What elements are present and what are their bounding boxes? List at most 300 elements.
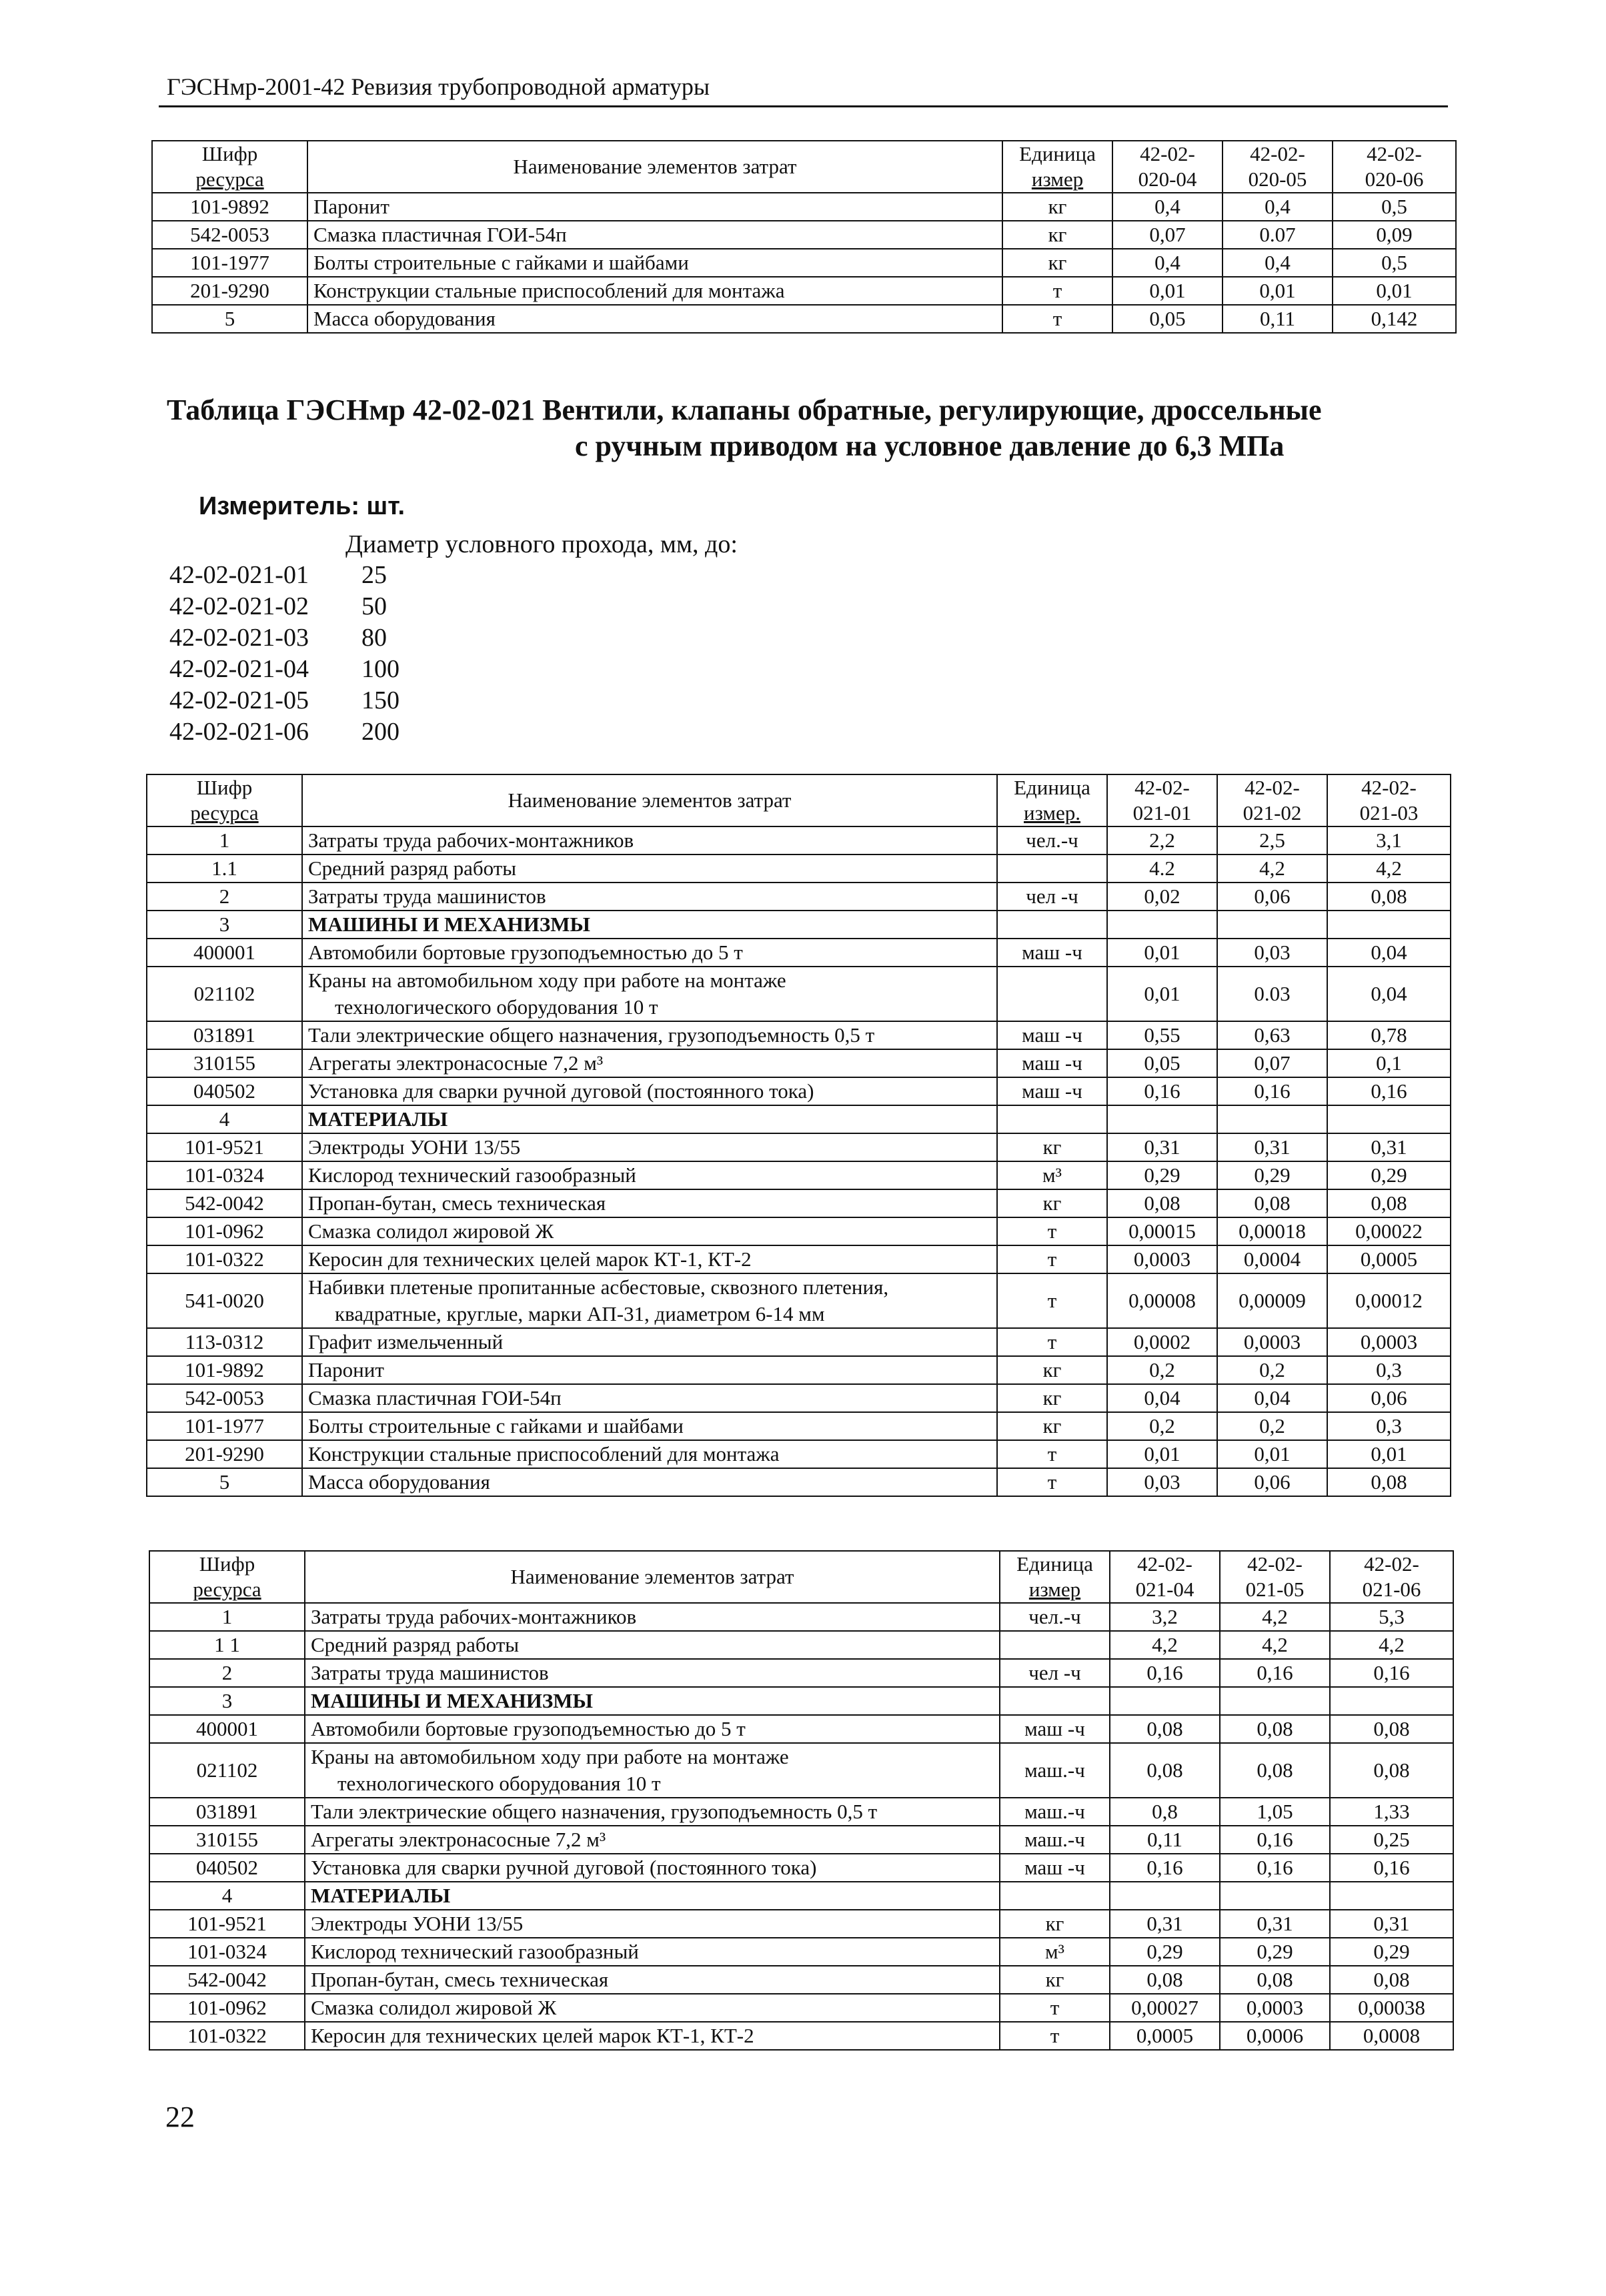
diameter-item: 42-02-021-05 150 xyxy=(169,686,399,714)
norm-value: 0,1 xyxy=(1327,1049,1451,1077)
norm-value: 0,0002 xyxy=(1107,1328,1217,1356)
cost-item-name-text: Кислород технический газообразный xyxy=(311,1940,639,1963)
norm-value xyxy=(1110,1687,1220,1715)
norm-value: 0,01 xyxy=(1327,1440,1451,1468)
norm-value: 0,00009 xyxy=(1217,1273,1327,1328)
cost-item-name-text: Электроды УОНИ 13/55 xyxy=(311,1912,524,1935)
table-row xyxy=(147,1105,1451,1133)
norm-value: 0,04 xyxy=(1327,939,1451,967)
resource-code: 201-9290 xyxy=(147,1440,302,1468)
cost-item-name-text: Тали электрические общего назначения, грузоподъемность 0,5 т xyxy=(311,1800,878,1823)
norm-value xyxy=(1217,1105,1327,1133)
cost-item-name-text: Краны на автомобильном ходу при работе на монтаже xyxy=(311,1745,789,1768)
norm-value: 0.07 xyxy=(1223,221,1333,249)
norm-value: 0,08 xyxy=(1327,1189,1451,1217)
table-row xyxy=(149,1994,1453,2022)
cost-item-name-text: Смазка пластичная ГОИ-54п xyxy=(313,223,567,246)
unit-of-measure-cell: чел -ч xyxy=(1000,1659,1110,1687)
unit-of-measure-cell: маш -ч xyxy=(997,1049,1107,1077)
table-row xyxy=(147,1133,1451,1161)
unit-of-measure-cell xyxy=(997,1105,1107,1133)
norm-value: 0,08 xyxy=(1220,1743,1330,1798)
cost-item-name xyxy=(307,193,1002,221)
norm-value xyxy=(1107,911,1217,939)
cost-item-name-text: Масса оборудования xyxy=(308,1470,490,1494)
norm-value: 0,00038 xyxy=(1330,1994,1453,2022)
norm-value: 0,55 xyxy=(1107,1021,1217,1049)
unit-of-measure-cell xyxy=(1000,1687,1110,1715)
norm-value: 4,2 xyxy=(1220,1631,1330,1659)
page-number: 22 xyxy=(165,2101,195,2133)
norm-value: 0,0005 xyxy=(1327,1245,1451,1273)
norm-value xyxy=(1327,911,1451,939)
cost-item-name xyxy=(305,1966,1000,1994)
cost-item-name xyxy=(305,1826,1000,1854)
resource-code: 101-9892 xyxy=(147,1356,302,1384)
table-row xyxy=(147,1328,1451,1356)
cost-item-name-text: Кислород технический газообразный xyxy=(308,1163,636,1187)
norm-value: 3,1 xyxy=(1327,826,1451,854)
cost-item-name xyxy=(305,1882,1000,1910)
cost-item-name-text: Керосин для технических целей марок КТ-1, КТ-2 xyxy=(308,1247,752,1271)
norm-value: 0,2 xyxy=(1217,1356,1327,1384)
cost-item-name-text: Средний разряд работы xyxy=(308,856,517,880)
cost-item-name xyxy=(302,1440,997,1468)
unit-of-measure-cell: т xyxy=(997,1328,1107,1356)
norm-value: 0,5 xyxy=(1333,249,1456,277)
resource-code: 400001 xyxy=(147,939,302,967)
table-row xyxy=(149,1966,1453,1994)
cost-item-name xyxy=(305,1715,1000,1743)
norm-value: 0,0003 xyxy=(1327,1328,1451,1356)
cost-item-name xyxy=(302,1161,997,1189)
norm-value: 0,29 xyxy=(1220,1938,1330,1966)
norm-value: 5,3 xyxy=(1330,1603,1453,1631)
table-row xyxy=(149,1854,1453,1882)
norm-value: 0,3 xyxy=(1327,1412,1451,1440)
norm-value: 0,09 xyxy=(1333,221,1456,249)
cost-item-name xyxy=(302,1133,997,1161)
norm-value: 4,2 xyxy=(1217,854,1327,883)
diameter-item: 42-02-021-04 100 xyxy=(169,655,399,683)
table-header-row xyxy=(149,1551,1453,1603)
cost-item-name-text: МАШИНЫ И МЕХАНИЗМЫ xyxy=(311,1689,593,1712)
unit-of-measure-cell: маш -ч xyxy=(1000,1715,1110,1743)
header-rule xyxy=(159,105,1448,107)
norm-value: 0,01 xyxy=(1217,1440,1327,1468)
resource-code: 101-9892 xyxy=(152,193,307,221)
diameter-item: 42-02-021-02 50 xyxy=(169,592,387,620)
cost-item-name-text: Масса оборудования xyxy=(313,307,496,330)
norm-value: 0,02 xyxy=(1107,883,1217,911)
col-norm-header: 42-02- 020-05 xyxy=(1223,141,1333,193)
norm-value: 0,29 xyxy=(1327,1161,1451,1189)
table-row xyxy=(147,1384,1451,1412)
resource-code: 101-9521 xyxy=(147,1133,302,1161)
norm-value: 0,08 xyxy=(1330,1743,1453,1798)
resource-code: 542-0042 xyxy=(149,1966,305,1994)
cost-item-name-text: Затраты труда рабочих-монтажников xyxy=(311,1605,637,1628)
unit-of-measure-cell xyxy=(1000,1631,1110,1659)
norm-value: 0,08 xyxy=(1220,1966,1330,1994)
col-code-header: Шифр ресурса xyxy=(147,774,302,826)
norm-value: 0,29 xyxy=(1330,1938,1453,1966)
norm-value: 0,03 xyxy=(1107,1468,1217,1496)
col-norm-header: 42-02- 021-03 xyxy=(1327,774,1451,826)
norm-value: 0,63 xyxy=(1217,1021,1327,1049)
norm-value: 0,04 xyxy=(1217,1384,1327,1412)
table-row xyxy=(147,1468,1451,1496)
cost-item-name-text: Агрегаты электронасосные 7,2 м³ xyxy=(308,1051,604,1075)
norm-value: 0,01 xyxy=(1107,939,1217,967)
norm-value: 0,16 xyxy=(1220,1826,1330,1854)
norm-value xyxy=(1330,1687,1453,1715)
col-unit-header: Единица измер xyxy=(1002,141,1112,193)
table-row xyxy=(147,1049,1451,1077)
cost-item-name xyxy=(302,1217,997,1245)
cost-item-name-text: Смазка пластичная ГОИ-54п xyxy=(308,1386,562,1409)
table-header-row xyxy=(147,774,1451,826)
unit-of-measure-cell: кг xyxy=(997,1189,1107,1217)
table-row xyxy=(152,193,1456,221)
cost-item-name-text: МАТЕРИАЛЫ xyxy=(308,1107,448,1131)
cost-item-name xyxy=(305,1854,1000,1882)
norm-value: 0,0003 xyxy=(1217,1328,1327,1356)
resource-code: 4 xyxy=(149,1882,305,1910)
norm-value: 1,05 xyxy=(1220,1798,1330,1826)
unit-of-measure-cell: маш.-ч xyxy=(1000,1743,1110,1798)
norm-value: 0,03 xyxy=(1217,939,1327,967)
norm-value: 0,4 xyxy=(1112,249,1223,277)
cost-item-name xyxy=(307,305,1002,333)
cost-item-name-text: Болты строительные с гайками и шайбами xyxy=(308,1414,684,1438)
norm-value: 0,08 xyxy=(1110,1715,1220,1743)
unit-of-measure-cell: кг xyxy=(997,1133,1107,1161)
resource-code: 040502 xyxy=(147,1077,302,1105)
resource-code: 1 xyxy=(147,826,302,854)
unit-of-measure-cell xyxy=(1000,1882,1110,1910)
norm-value: 4,2 xyxy=(1327,854,1451,883)
cost-item-name-text: Затраты труда машинистов xyxy=(311,1661,549,1684)
table-row xyxy=(147,1440,1451,1468)
col-unit-header: Единица измер. xyxy=(997,774,1107,826)
norm-value: 0,08 xyxy=(1220,1715,1330,1743)
norm-value: 0,04 xyxy=(1107,1384,1217,1412)
norm-value: 2,2 xyxy=(1107,826,1217,854)
unit-of-measure-cell: кг xyxy=(1002,221,1112,249)
norm-value: 0,00022 xyxy=(1327,1217,1451,1245)
resource-code: 2 xyxy=(147,883,302,911)
cost-item-name-text: Болты строительные с гайками и шайбами xyxy=(313,251,689,274)
table-row xyxy=(149,1910,1453,1938)
diameter-list xyxy=(169,560,399,748)
diameter-item: 42-02-021-06 200 xyxy=(169,718,399,746)
table-row xyxy=(147,854,1451,883)
table-row xyxy=(147,967,1451,1021)
norm-value: 4.2 xyxy=(1107,854,1217,883)
cost-item-name xyxy=(305,1798,1000,1826)
resource-code: 1.1 xyxy=(147,854,302,883)
norm-value: 0,08 xyxy=(1217,1189,1327,1217)
table-row xyxy=(147,1189,1451,1217)
unit-of-measure-cell: т xyxy=(1002,305,1112,333)
resource-code: 101-0962 xyxy=(149,1994,305,2022)
cost-table-020 xyxy=(151,140,1457,334)
norm-value: 0,07 xyxy=(1217,1049,1327,1077)
norm-value: 0,78 xyxy=(1327,1021,1451,1049)
table-row xyxy=(149,1631,1453,1659)
norm-value: 0,0003 xyxy=(1107,1245,1217,1273)
cost-item-name-text: Керосин для технических целей марок КТ-1, КТ-2 xyxy=(311,2024,754,2047)
cost-item-name-text: Затраты труда рабочих-монтажников xyxy=(308,828,634,852)
norm-value: 0,31 xyxy=(1327,1133,1451,1161)
norm-value: 0,16 xyxy=(1330,1854,1453,1882)
unit-of-measure-cell: чел -ч xyxy=(997,883,1107,911)
norm-value: 0,2 xyxy=(1107,1412,1217,1440)
resource-code: 542-0042 xyxy=(147,1189,302,1217)
norm-value: 0,05 xyxy=(1107,1049,1217,1077)
norm-value: 0,4 xyxy=(1112,193,1223,221)
norm-value xyxy=(1110,1882,1220,1910)
norm-value: 0,06 xyxy=(1217,883,1327,911)
resource-code: 1 1 xyxy=(149,1631,305,1659)
norm-value: 0,00018 xyxy=(1217,1217,1327,1245)
norm-value: 0,08 xyxy=(1330,1715,1453,1743)
table-header-row xyxy=(152,141,1456,193)
cost-item-name-text: МАТЕРИАЛЫ xyxy=(311,1884,451,1907)
norm-value: 0,00015 xyxy=(1107,1217,1217,1245)
norm-value: 0,08 xyxy=(1110,1966,1220,1994)
cost-item-name-text: Конструкции стальные приспособлений для монтажа xyxy=(308,1442,780,1466)
resource-code: 101-1977 xyxy=(152,249,307,277)
cost-item-name-text: Средний разряд работы xyxy=(311,1633,520,1656)
cost-item-name-text: Смазка солидол жировой Ж xyxy=(308,1219,554,1243)
cost-item-name xyxy=(305,1743,1000,1798)
cost-item-name-text: Пропан-бутан, смесь техническая xyxy=(308,1191,606,1215)
resource-code: 021102 xyxy=(147,967,302,1021)
norm-value: 0,06 xyxy=(1217,1468,1327,1496)
resource-code: 400001 xyxy=(149,1715,305,1743)
norm-value: 0,16 xyxy=(1220,1854,1330,1882)
table-row xyxy=(152,249,1456,277)
cost-item-name xyxy=(302,911,997,939)
table-row xyxy=(147,1217,1451,1245)
norm-value: 0,25 xyxy=(1330,1826,1453,1854)
norm-value: 0.03 xyxy=(1217,967,1327,1021)
resource-code: 101-9521 xyxy=(149,1910,305,1938)
norm-value: 0,2 xyxy=(1217,1412,1327,1440)
cost-table-021-b xyxy=(149,1550,1454,2051)
table-row xyxy=(152,221,1456,249)
norm-value: 0,16 xyxy=(1110,1854,1220,1882)
table-row xyxy=(147,1356,1451,1384)
norm-value: 0,29 xyxy=(1107,1161,1217,1189)
cost-item-name xyxy=(305,2022,1000,2050)
unit-of-measure-cell: м³ xyxy=(1000,1938,1110,1966)
norm-value: 0,01 xyxy=(1223,277,1333,305)
cost-item-name xyxy=(305,1938,1000,1966)
norm-value: 0,0005 xyxy=(1110,2022,1220,2050)
col-code-header: Шифр ресурса xyxy=(152,141,307,193)
cost-item-name xyxy=(302,1356,997,1384)
table-row xyxy=(152,305,1456,333)
diameter-item: 42-02-021-03 80 xyxy=(169,624,387,652)
cost-item-name-text: Автомобили бортовые грузоподъемностью до 5 т xyxy=(308,941,743,964)
cost-item-name xyxy=(307,249,1002,277)
norm-value: 0,05 xyxy=(1112,305,1223,333)
cost-item-name-text: Графит измельченный xyxy=(308,1330,504,1353)
norm-value: 0,31 xyxy=(1217,1133,1327,1161)
cost-item-name xyxy=(307,221,1002,249)
norm-value: 0,11 xyxy=(1110,1826,1220,1854)
col-norm-header: 42-02- 020-06 xyxy=(1333,141,1456,193)
norm-value: 4,2 xyxy=(1110,1631,1220,1659)
resource-code: 542-0053 xyxy=(152,221,307,249)
table-row xyxy=(147,1245,1451,1273)
resource-code: 021102 xyxy=(149,1743,305,1798)
cost-item-name xyxy=(302,1384,997,1412)
cost-item-name xyxy=(302,1021,997,1049)
col-unit-header: Единица измер xyxy=(1000,1551,1110,1603)
cost-item-name xyxy=(302,1105,997,1133)
cost-item-name xyxy=(302,1049,997,1077)
norm-value xyxy=(1107,1105,1217,1133)
unit-of-measure-cell: чел.-ч xyxy=(997,826,1107,854)
norm-value: 0,07 xyxy=(1112,221,1223,249)
table-row xyxy=(152,277,1456,305)
table-title-line1: Таблица ГЭСНмр 42-02-021 Вентили, клапаны обратные, регулирующие, дроссельные xyxy=(167,394,1322,426)
cost-item-name-text: МАШИНЫ И МЕХАНИЗМЫ xyxy=(308,913,590,936)
unit-of-measure-cell xyxy=(997,967,1107,1021)
unit-of-measure-cell: кг xyxy=(1000,1910,1110,1938)
unit-of-measure-cell: маш -ч xyxy=(997,1021,1107,1049)
norm-value: 0,0006 xyxy=(1220,2022,1330,2050)
resource-code: 201-9290 xyxy=(152,277,307,305)
cost-item-name-text: Паронит xyxy=(308,1358,384,1381)
cost-item-name-continued: технологического оборудования 10 т xyxy=(337,1772,661,1795)
unit-of-measure-cell: т xyxy=(1002,277,1112,305)
cost-item-name xyxy=(302,1328,997,1356)
col-norm-header: 42-02- 021-01 xyxy=(1107,774,1217,826)
cost-item-name xyxy=(302,1077,997,1105)
cost-item-name-text: Пропан-бутан, смесь техническая xyxy=(311,1968,609,1991)
cost-item-name-text: Тали электрические общего назначения, грузоподъемность 0,5 т xyxy=(308,1023,875,1047)
norm-value: 0,16 xyxy=(1110,1659,1220,1687)
cost-item-name xyxy=(305,1910,1000,1938)
resource-code: 101-0962 xyxy=(147,1217,302,1245)
col-norm-header: 42-02- 021-04 xyxy=(1110,1551,1220,1603)
running-head: ГЭСНмр-2001-42 Ревизия трубопроводной арматуры xyxy=(167,73,710,100)
unit-of-measure-cell: т xyxy=(997,1468,1107,1496)
unit-of-measure-cell: маш -ч xyxy=(1000,1854,1110,1882)
cost-item-name xyxy=(302,1189,997,1217)
resource-code: 4 xyxy=(147,1105,302,1133)
norm-value: 0,06 xyxy=(1327,1384,1451,1412)
resource-code: 031891 xyxy=(147,1021,302,1049)
norm-value: 0,11 xyxy=(1223,305,1333,333)
norm-value: 0,08 xyxy=(1330,1966,1453,1994)
norm-value: 0,01 xyxy=(1107,967,1217,1021)
norm-value: 0,16 xyxy=(1217,1077,1327,1105)
table-row xyxy=(147,1077,1451,1105)
norm-value: 0,01 xyxy=(1333,277,1456,305)
resource-code: 031891 xyxy=(149,1798,305,1826)
norm-value: 0,3 xyxy=(1327,1356,1451,1384)
table-row xyxy=(149,1743,1453,1798)
norm-value: 0,00008 xyxy=(1107,1273,1217,1328)
col-norm-header: 42-02- 021-06 xyxy=(1330,1551,1453,1603)
cost-item-name-text: Автомобили бортовые грузоподъемностью до 5 т xyxy=(311,1717,746,1740)
resource-code: 101-0324 xyxy=(147,1161,302,1189)
resource-code: 040502 xyxy=(149,1854,305,1882)
cost-item-name-text: Конструкции стальные приспособлений для монтажа xyxy=(313,279,785,302)
unit-of-measure-cell: кг xyxy=(997,1356,1107,1384)
resource-code: 101-0322 xyxy=(149,2022,305,2050)
resource-code: 101-0322 xyxy=(147,1245,302,1273)
table-row xyxy=(149,1687,1453,1715)
table-row xyxy=(147,1412,1451,1440)
norm-value xyxy=(1327,1105,1451,1133)
resource-code: 310155 xyxy=(149,1826,305,1854)
unit-of-measure-cell: т xyxy=(997,1273,1107,1328)
norm-value: 0,0004 xyxy=(1217,1245,1327,1273)
col-name-header: Наименование элементов затрат xyxy=(307,141,1002,193)
cost-item-name xyxy=(302,883,997,911)
resource-code: 3 xyxy=(149,1687,305,1715)
table-row xyxy=(147,1021,1451,1049)
unit-of-measure-cell: маш.-ч xyxy=(1000,1826,1110,1854)
col-norm-header: 42-02- 021-05 xyxy=(1220,1551,1330,1603)
cost-item-name xyxy=(302,1412,997,1440)
norm-value: 0,08 xyxy=(1327,883,1451,911)
table-row xyxy=(149,1659,1453,1687)
col-norm-header: 42-02- 021-02 xyxy=(1217,774,1327,826)
unit-of-measure-cell: кг xyxy=(1000,1966,1110,1994)
table-row xyxy=(149,2022,1453,2050)
cost-item-name-text: Агрегаты электронасосные 7,2 м³ xyxy=(311,1828,606,1851)
norm-value: 0,08 xyxy=(1327,1468,1451,1496)
cost-item-name xyxy=(307,277,1002,305)
table-row xyxy=(149,1798,1453,1826)
cost-item-name xyxy=(305,1631,1000,1659)
table-row xyxy=(147,939,1451,967)
table-row xyxy=(149,1603,1453,1631)
table-row xyxy=(149,1715,1453,1743)
norm-value: 0,5 xyxy=(1333,193,1456,221)
norm-value: 0,0003 xyxy=(1220,1994,1330,2022)
unit-of-measure-cell: маш.-ч xyxy=(1000,1798,1110,1826)
diameter-heading: Диаметр условного прохода, мм, до: xyxy=(345,530,738,558)
norm-value: 4,2 xyxy=(1220,1603,1330,1631)
cost-item-name-text: Краны на автомобильном ходу при работе на монтаже xyxy=(308,969,786,992)
norm-value: 0,31 xyxy=(1220,1910,1330,1938)
cost-item-name-continued: технологического оборудования 10 т xyxy=(335,995,658,1019)
norm-value: 4,2 xyxy=(1330,1631,1453,1659)
norm-value: 0,142 xyxy=(1333,305,1456,333)
norm-value xyxy=(1330,1882,1453,1910)
norm-value: 0,4 xyxy=(1223,193,1333,221)
norm-value: 0,31 xyxy=(1330,1910,1453,1938)
norm-value: 1,33 xyxy=(1330,1798,1453,1826)
norm-value: 0,16 xyxy=(1330,1659,1453,1687)
table-row xyxy=(147,911,1451,939)
norm-value xyxy=(1217,911,1327,939)
col-norm-header: 42-02- 020-04 xyxy=(1112,141,1223,193)
cost-item-name-continued: квадратные, круглые, марки АП-31, диаметром 6-14 мм xyxy=(335,1302,825,1325)
unit-of-measure-cell: кг xyxy=(997,1384,1107,1412)
cost-item-name xyxy=(305,1659,1000,1687)
cost-item-name xyxy=(305,1687,1000,1715)
